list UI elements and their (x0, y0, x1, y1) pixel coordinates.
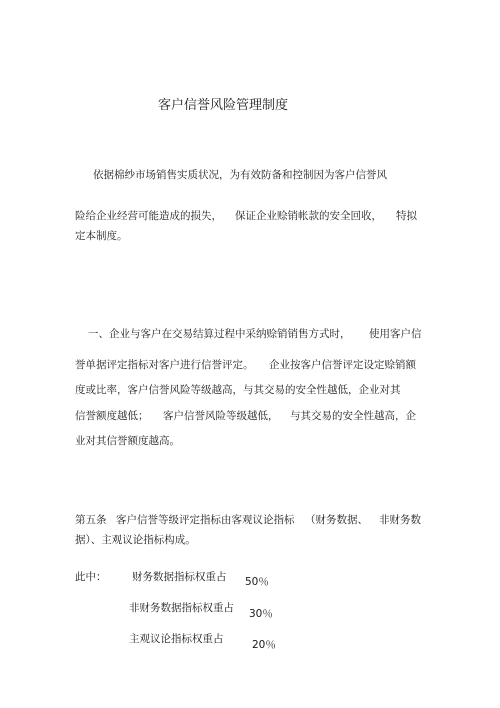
weights-label: 此中： (75, 571, 107, 583)
intro-line-3: 定本制度。 (75, 230, 128, 242)
section1-line-3: 度或比率，客户信誉风险等级越高，与其交易的安全性越低，企业对其 (75, 384, 401, 396)
article5-line-1b: 客户信誉等级评定指标由客观议论指标 (116, 514, 295, 526)
section1-line-5: 业对其信誉额度越高。 (75, 435, 180, 447)
section1-line-4b: 客户信誉风险等级越低， (163, 410, 279, 422)
section1-line-4a: 信誉额度越低； (75, 410, 149, 422)
weight-name: 财务数据指标权重占 (132, 571, 227, 583)
weight-value: 20％ (252, 639, 276, 651)
section1-line-2a: 誉单据评定指标对客户进行信誉评定。 (75, 359, 254, 371)
intro-line-2c: 特拟 (396, 210, 417, 222)
weight-name: 主观议论指标权重占 (129, 633, 224, 645)
intro-line-1: 依据棉纱市场销售实质状况，为有效防备和控制因为客户信誉风 (93, 169, 387, 181)
intro-line-2a: 险给企业经营可能造成的损失， (75, 210, 222, 222)
intro-line-2b: 保证企业赊销帐款的安全回收， (235, 210, 382, 222)
article5-label: 第五条 (75, 514, 107, 526)
article5-line-2: 据）、主观议论指标构成。 (75, 534, 196, 546)
section1-line-1b: 使用客户信 (369, 328, 422, 340)
article5-line-1c: （财务数据、 (305, 514, 368, 526)
section1-line-2b: 企业按客户信誉评定设定赊销额 (269, 359, 416, 371)
section1-line-1a: 一、企业与客户在交易结算过程中采纳赊销销售方式时， (88, 328, 351, 340)
page-title: 客户信誉风险管理制度 (158, 98, 289, 113)
section1-line-4c: 与其交易的安全性越高，企 (290, 410, 416, 422)
weight-name: 非财务数据指标权重占 (129, 602, 234, 614)
weight-value: 50％ (245, 576, 269, 588)
weight-value: 30％ (249, 608, 273, 620)
article5-line-1d: 非财务数 (379, 514, 421, 526)
